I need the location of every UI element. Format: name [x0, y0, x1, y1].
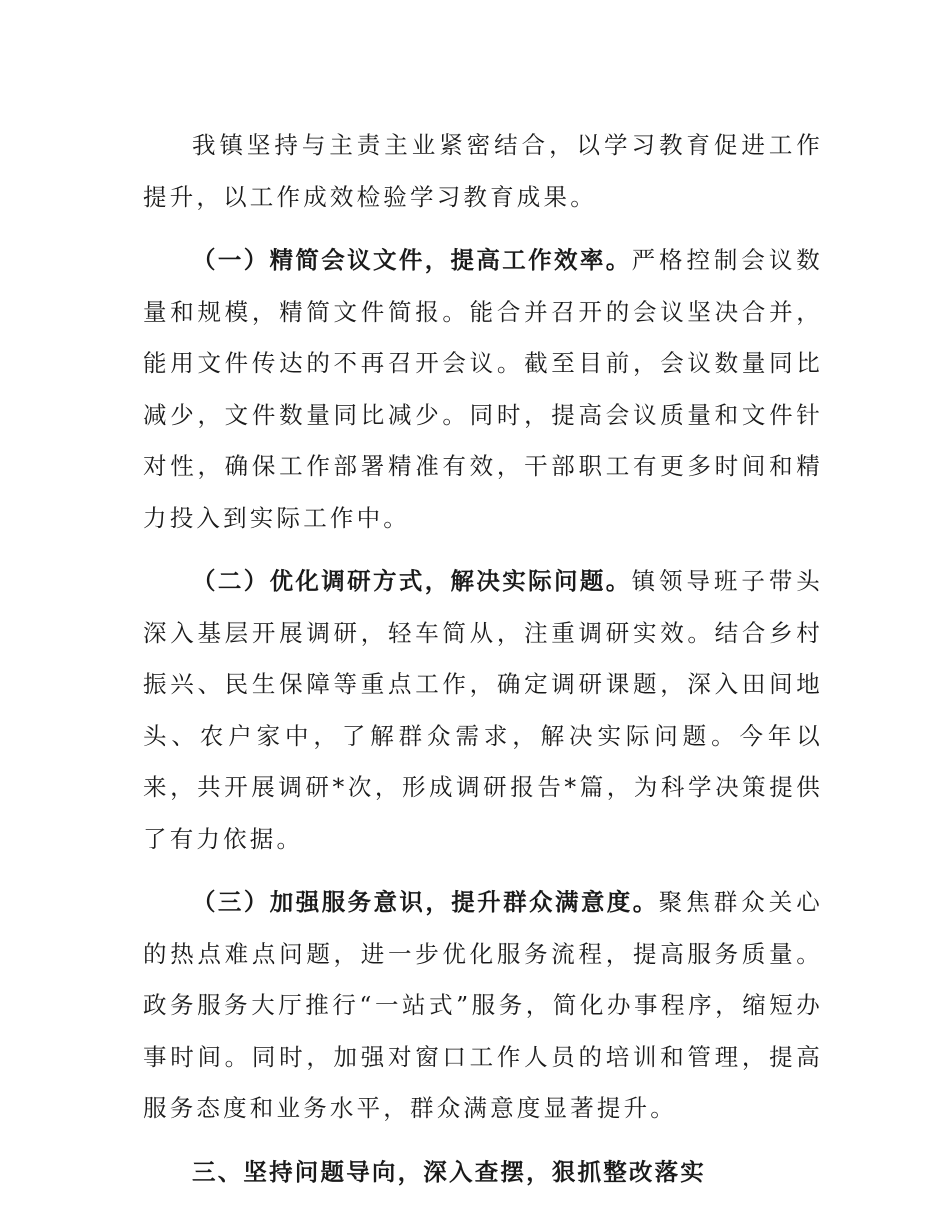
section-heading: 三、坚持问题导向，深入查摆，狠抓整改落实 — [192, 1157, 706, 1186]
section-3-lead: （三）加强服务意识，提升群众满意度。 — [192, 888, 659, 916]
document-page — [143, 120, 823, 1198]
section-2-lead: （二）优化调研方式，解决实际问题。 — [192, 567, 632, 595]
section-2-paragraph — [143, 556, 823, 865]
section-2-body: 镇领导班子带头深入基层开展调研，轻车简从，注重调研实效。结合乡村振兴、民生保障等重点工作，确定调研课题，深入田间地头、农户家中，了解群众需求，解决实际问题。今年以来，共开展调研*次，形成调研报告*篇，为科学决策提供了有力依据。 — [143, 567, 823, 853]
section-1-lead: （一）精简会议文件，提高工作效率。 — [192, 246, 632, 274]
section-1-body: 严格控制会议数量和规模，精简文件简报。能合并召开的会议坚决合并，能用文件传达的不再召开会议。截至目前，会议数量同比减少，文件数量同比减少。同时，提高会议质量和文件针对性，确保工作部署精准有效，干部职工有更多时间和精力投入到实际工作中。 — [143, 246, 823, 532]
section-1-paragraph — [143, 235, 823, 544]
section-3-body: 聚焦群众关心的热点难点问题，进一步优化服务流程，提高服务质量。政务服务大厅推行“一站式”服务，简化办事程序，缩短办事时间。同时，加强对窗口工作人员的培训和管理，提高服务态度和业务水平，群众满意度显著提升。 — [143, 888, 823, 1122]
intro-paragraph: 我镇坚持与主责主业紧密结合，以学习教育促进工作提升，以工作成效检验学习教育成果。 — [143, 131, 823, 211]
section-3-paragraph — [143, 877, 823, 1135]
